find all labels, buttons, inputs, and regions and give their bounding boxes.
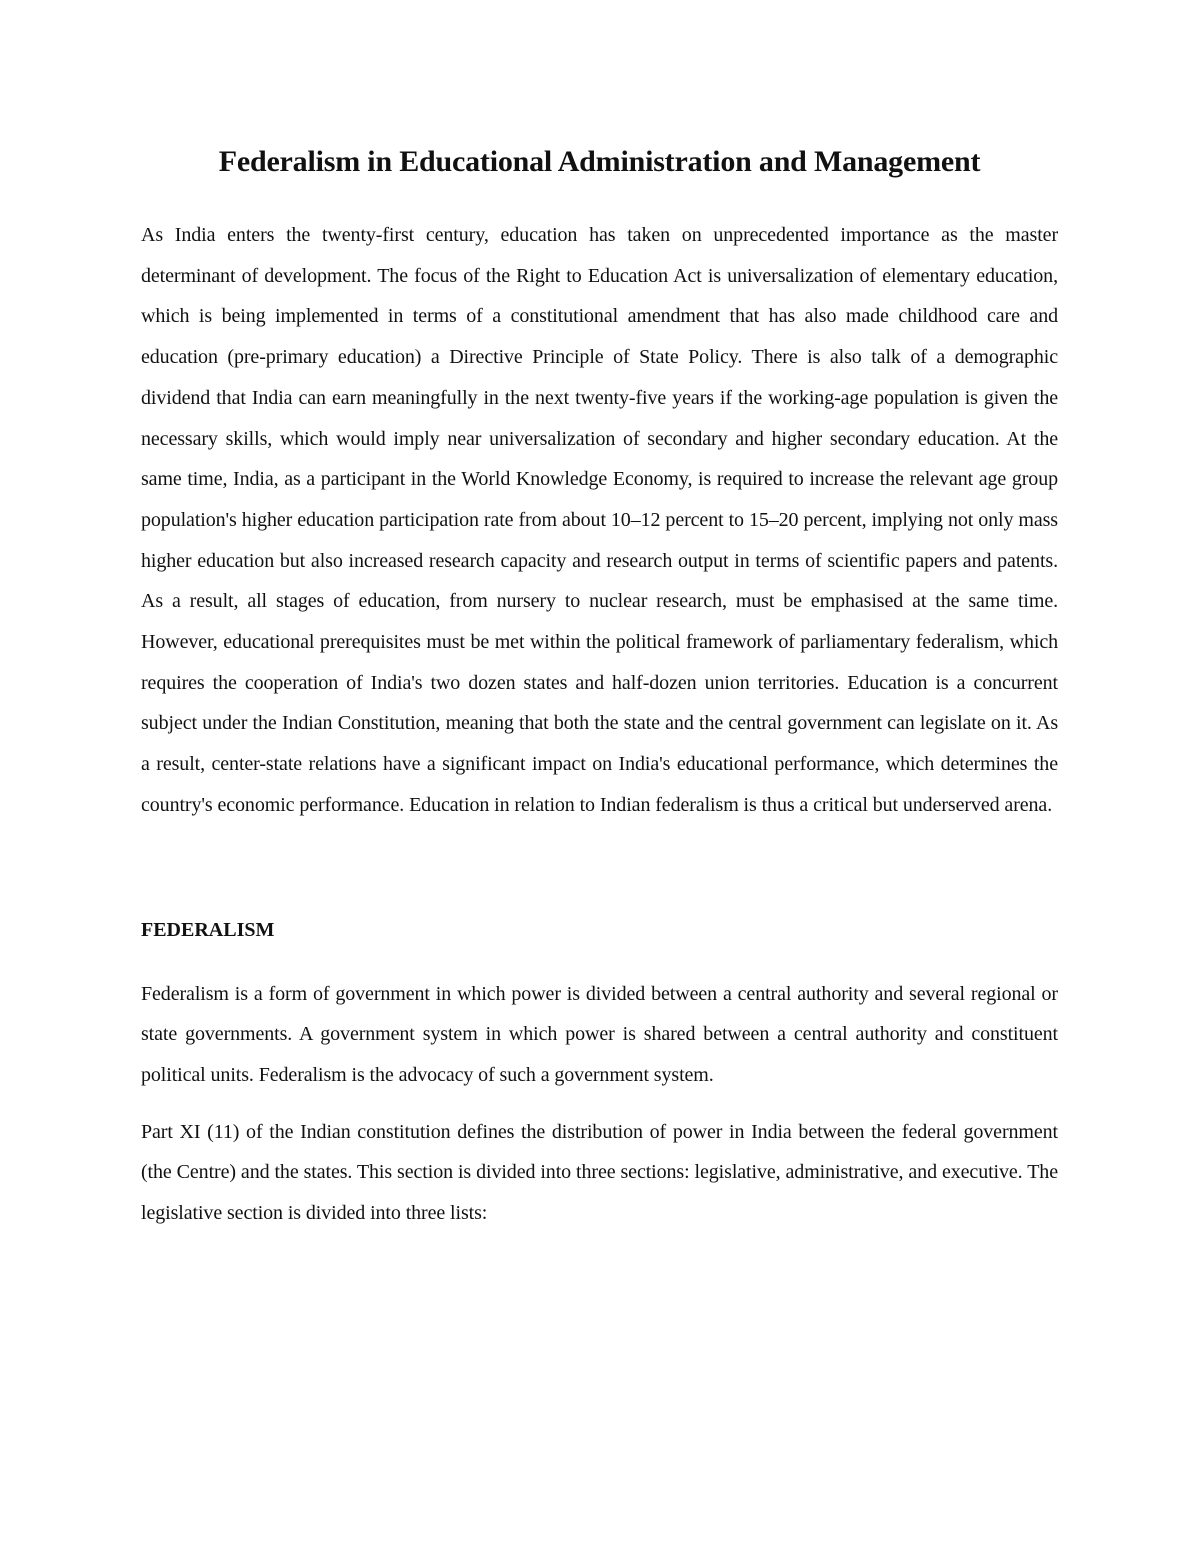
intro-paragraph: As India enters the twenty-first century, education has taken on unprecedented importance as the master determinant of development. The focus of the Right to Education Act is universalization of elementary education, which is being implemented in terms of a constitutional amendment that has also made childhood care and education (pre-primary education) a Directive Principle of State Policy. There is also talk of a demographic dividend that India can earn meaningfully in the next twenty-five years if the working-age population is given the necessary skills, which would imply near universalization of secondary and higher secondary education. At the same time, India, as a participant in the World Knowledge Economy, is required to increase the relevant age group population's higher education participation rate from about 10–12 percent to 15–20 percent, implying not only mass higher education but also increased research capacity and research output in terms of scientific papers and patents. As a result, all stages of education, from nursery to nuclear research, must be emphasised at the same time. However, educational prerequisites must be met within the political framework of parliamentary federalism, which requires the cooperation of India's two dozen states and half-dozen union territories. Education is a concurrent subject under the Indian Constitution, meaning that both the state and the central government can legislate on it. As a result, center-state relations have a significant impact on India's educational performance, which determines the country's economic performance. Education in relation to Indian federalism is thus a critical but underserved arena. <box>141 224 1058 816</box>
federalism-paragraph-2: Part XI (11) of the Indian constitution defines the distribution of power in India between the federal government (the Centre) and the states. This section is divided into three sections: legislative, administrative, and executive. The legislative section is divided into three lists: <box>141 1120 1058 1225</box>
section-heading-federalism: FEDERALISM <box>141 918 275 941</box>
federalism-paragraph-1: Federalism is a form of government in which power is divided between a central authority and several regional or state governments. A government system in which power is shared between a central authority and constituent political units. Federalism is the advocacy of such a government system. <box>141 982 1058 1086</box>
document-page <box>141 142 1058 1234</box>
document-title: Federalism in Educational Administration and Management <box>218 145 981 178</box>
